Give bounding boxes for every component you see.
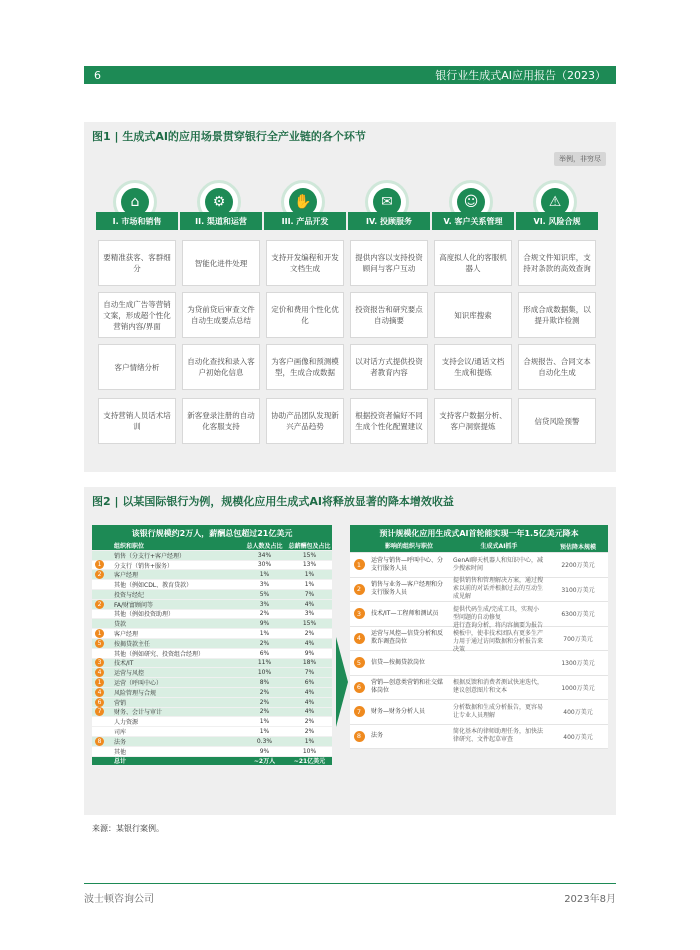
column-header: III. 产品开发: [264, 212, 346, 230]
use-case-cell: 支持开发编程和开发文档生成: [266, 240, 344, 286]
use-case-cell: 协助产品团队发现新兴产品趋势: [266, 398, 344, 444]
row-payroll: 7%: [304, 590, 315, 598]
savings-table-title: 预计规模化应用生成式AI首轮能实现一年1.5亿美元降本: [350, 525, 608, 541]
row-payroll: 2%: [304, 718, 315, 726]
row-label: 客户经理: [114, 572, 139, 580]
header-payroll: 总薪酬包及占比: [288, 542, 331, 550]
affected-org: 营销—创意类营销和社交媒体岗位: [371, 679, 444, 695]
row-label: 客户经理: [114, 631, 139, 639]
estimated-saving: 400万美元: [563, 733, 593, 741]
table-row: [92, 688, 332, 698]
genai-lever: 进行查询分析，将内容摘要为报告模板中，使非技术团队有更多生产力用于通过访问数据和分析报告来决策: [453, 622, 544, 654]
row-payroll: 4%: [304, 698, 315, 706]
figure2-title: 图2 | 以某国际银行为例，规模化应用生成式AI将释放显著的降本增效收益: [92, 495, 454, 508]
estimated-saving: 3100万美元: [561, 586, 595, 594]
row-label: 其他（例如研究、投资组合经理）: [114, 650, 205, 658]
total-label: 总计: [114, 758, 127, 766]
row-headcount: 8%: [259, 679, 270, 687]
figure1-panel: [84, 122, 616, 472]
headcount-table-header: [92, 541, 332, 551]
genai-lever: 提供销售和管理解决方案，通过搜索以前的对话并根据过去的互动生成见解: [453, 577, 544, 601]
table-row: [92, 619, 332, 629]
number-badge: 5: [95, 639, 104, 648]
table-row: [350, 676, 608, 701]
row-label: 风险管理与合规: [114, 689, 157, 697]
footer-divider: [84, 883, 616, 884]
affected-org: 信贷—按揭贷款岗位: [371, 658, 426, 666]
estimated-saving: 2200万美元: [561, 562, 595, 570]
number-badge: 1: [95, 678, 104, 687]
headset-icon: ☺: [457, 188, 485, 216]
number-badge: 7: [354, 706, 365, 717]
headcount-table: [92, 525, 332, 766]
source-note: 来源：某银行案例。: [92, 824, 164, 833]
figure2-panel: [84, 487, 616, 815]
table-row: [92, 708, 332, 718]
row-label: 其他（例如投资助理）: [114, 611, 175, 619]
use-case-cell: 信贷风险预警: [518, 398, 596, 444]
table-row: [92, 659, 332, 669]
row-headcount: 1%: [259, 728, 270, 736]
row-headcount: 10%: [257, 669, 272, 677]
header-headcount: 总人数及占比: [246, 542, 283, 550]
estimated-saving: 700万美元: [563, 635, 593, 643]
number-badge: 4: [95, 668, 104, 677]
row-label: 其他: [114, 748, 127, 756]
headcount-table-title: 该银行规模约2万人，薪酬总包超过21亿美元: [92, 525, 332, 541]
chat-icon: ✉: [373, 188, 401, 216]
use-case-cell: 投资报告和研究要点自动摘要: [350, 292, 428, 338]
row-headcount: 2%: [259, 610, 270, 618]
estimated-saving: 400万美元: [563, 709, 593, 717]
header-saving: 预估降本规模: [559, 544, 596, 551]
row-headcount: 5%: [259, 590, 270, 598]
estimated-saving: 1000万美元: [561, 684, 595, 692]
page-header: [84, 66, 616, 84]
network-icon: ⚙: [205, 188, 233, 216]
row-headcount: 1%: [259, 630, 270, 638]
use-case-cell: 智能化进件处理: [182, 240, 260, 286]
row-label: 分支行（销售+服务）: [114, 562, 174, 570]
row-headcount: 1%: [259, 571, 270, 579]
table-row: [92, 551, 332, 561]
row-headcount: 2%: [259, 708, 270, 716]
use-case-cell: 为客户画像和预测模型，生成合成数据: [266, 344, 344, 390]
savings-table: [350, 525, 608, 749]
table-row: [92, 639, 332, 649]
row-headcount: 11%: [257, 659, 272, 667]
use-case-cell: 合规报告、合同文本自动化生成: [518, 344, 596, 390]
use-case-cell: 自动化查找和录入客户初始化信息: [182, 344, 260, 390]
row-headcount: 30%: [257, 561, 272, 569]
header-lever: 生成式AI抓手: [480, 542, 518, 550]
use-case-cell: 定价和费用个性化优化: [266, 292, 344, 338]
row-payroll: 2%: [304, 728, 315, 736]
headcount-total-row: [92, 757, 332, 767]
row-payroll: 4%: [304, 639, 315, 647]
affected-org: 技术/IT—工程师和测试员: [371, 609, 439, 617]
row-payroll: 3%: [304, 610, 315, 618]
number-badge: 5: [354, 657, 365, 668]
table-row: [92, 561, 332, 571]
number-badge: 1: [354, 559, 365, 570]
row-headcount: 3%: [259, 600, 270, 608]
hand-plant-icon: ✋: [289, 188, 317, 216]
row-payroll: 10%: [302, 747, 317, 755]
figure1-title: 图1 | 生成式AI的应用场景贯穿银行全产业链的各个环节: [92, 130, 366, 143]
chevron-right-icon: [336, 637, 348, 727]
row-label: 人力资源: [114, 719, 139, 727]
number-badge: 1: [95, 629, 104, 638]
table-row: [92, 629, 332, 639]
number-badge: 3: [95, 658, 104, 667]
use-case-cell: 以对话方式提供投资者教育内容: [350, 344, 428, 390]
number-badge: 2: [354, 584, 365, 595]
row-label: 销售（分支行+客户经理）: [114, 552, 186, 560]
row-label: 运营（呼叫中心）: [114, 680, 163, 688]
row-label: 司库: [114, 729, 127, 737]
table-row: [92, 727, 332, 737]
row-headcount: 3%: [259, 581, 270, 589]
number-badge: 2: [95, 600, 104, 609]
report-title: 银行业生成式AI应用报告（2023）: [435, 69, 606, 82]
number-badge: 7: [95, 707, 104, 716]
footer-date: 2023年8月: [564, 894, 616, 905]
use-case-cell: 客户情绪分析: [98, 344, 176, 390]
row-payroll: 4%: [304, 600, 315, 608]
store-icon: ⌂: [121, 188, 149, 216]
affected-org: 法务: [371, 732, 384, 740]
row-label: 技术/IT: [114, 660, 134, 668]
number-badge: 2: [95, 570, 104, 579]
table-row: [92, 649, 332, 659]
row-label: 运营与风控: [114, 670, 145, 678]
affected-org: 运营与销售—呼叫中心、分支行服务人员: [371, 556, 444, 572]
genai-lever: 根据反馈和消费者测试快速迭代，建议创意图片和文本: [453, 679, 544, 695]
genai-lever: 简化基本的律师助理任务，加快法律研究、文件起草审查: [453, 728, 544, 744]
row-label: 按揭贷款主任: [114, 640, 151, 648]
estimated-saving: 1300万美元: [561, 660, 595, 668]
row-payroll: 1%: [304, 737, 315, 745]
number-badge: 8: [354, 731, 365, 742]
figure1-note: 举例，非穷尽: [554, 152, 606, 166]
use-case-cell: 支持营销人员话术培训: [98, 398, 176, 444]
use-case-cell: 知识库搜索: [434, 292, 512, 338]
row-headcount: 2%: [259, 688, 270, 696]
table-row: [92, 747, 332, 757]
row-headcount: 2%: [259, 639, 270, 647]
row-payroll: 1%: [304, 571, 315, 579]
column-header: IV. 投顾服务: [348, 212, 430, 230]
row-payroll: 4%: [304, 708, 315, 716]
use-case-cell: 要精准获客、客群细分: [98, 240, 176, 286]
number-badge: 8: [95, 737, 104, 746]
number-badge: 3: [354, 608, 365, 619]
row-payroll: 6%: [304, 679, 315, 687]
number-badge: 6: [354, 682, 365, 693]
affected-org: 财务—财务分析人员: [371, 707, 426, 715]
number-badge: 6: [95, 698, 104, 707]
page-number: 6: [94, 68, 101, 82]
affected-org: 运营与风控—信贷分析和反欺诈调查岗位: [371, 630, 444, 646]
row-headcount: 2%: [259, 698, 270, 706]
row-payroll: 9%: [304, 649, 315, 657]
footer-company: 波士顿咨询公司: [84, 894, 154, 905]
header-org: 组织和职位: [114, 542, 145, 550]
warning-icon: ⚠: [541, 188, 569, 216]
table-row: [92, 580, 332, 590]
number-badge: 4: [95, 688, 104, 697]
row-headcount: 9%: [259, 620, 270, 628]
total-headcount: ~2万人: [253, 758, 276, 766]
row-headcount: 34%: [257, 551, 272, 559]
use-case-cell: 高度拟人化的客服机器人: [434, 240, 512, 286]
use-case-cell: 形成合成数据集，以提升欺诈检测: [518, 292, 596, 338]
estimated-saving: 6300万美元: [561, 611, 595, 619]
row-label: 财务、会计与审计: [114, 709, 163, 717]
genai-lever: GenAI聊天机器人和知识中心，减少搜索时间: [453, 556, 544, 572]
table-row: [350, 700, 608, 725]
use-case-cell: 自动生成广告等营销文案，形成超个性化营销内容/界面: [98, 292, 176, 338]
row-payroll: 15%: [302, 620, 317, 628]
table-row: [92, 678, 332, 688]
row-label: 投资与经纪: [114, 591, 145, 599]
table-row: [92, 610, 332, 620]
row-headcount: 9%: [259, 747, 270, 755]
table-row: [350, 553, 608, 578]
row-label: FA/财富顾问等: [114, 601, 154, 609]
column-header: II. 渠道和运营: [180, 212, 262, 230]
table-row: [350, 651, 608, 676]
use-case-cell: 支持客户数据分析、客户洞察提炼: [434, 398, 512, 444]
row-label: 营销: [114, 699, 127, 707]
savings-table-header: [350, 541, 608, 553]
row-payroll: 1%: [304, 581, 315, 589]
row-payroll: 4%: [304, 688, 315, 696]
row-payroll: 15%: [302, 551, 317, 559]
row-payroll: 2%: [304, 630, 315, 638]
use-case-cell: 合规文件知识库，支持对条款的高效查询: [518, 240, 596, 286]
table-row: [350, 725, 608, 750]
table-row: [92, 600, 332, 610]
table-row: [350, 578, 608, 603]
genai-lever: 提供代码生成/完成工具，实现小型问题的自动修复: [453, 605, 540, 621]
row-headcount: 1%: [259, 718, 270, 726]
total-payroll: ~21亿美元: [293, 758, 326, 766]
row-payroll: 7%: [304, 669, 315, 677]
number-badge: 1: [95, 560, 104, 569]
row-label: 其他（例如CDL、教育贷款）: [114, 582, 193, 590]
row-payroll: 13%: [302, 561, 317, 569]
genai-lever: 分析数据和生成分析报告，更容易让专业人员理解: [453, 703, 544, 719]
table-row: [92, 668, 332, 678]
row-payroll: 18%: [302, 659, 317, 667]
row-label: 贷款: [114, 621, 127, 629]
header-affected-org: 影响的组织与职位: [384, 542, 433, 550]
column-header: I. 市场和销售: [96, 212, 178, 230]
use-case-cell: 提供内容以支持投资顾问与客户互动: [350, 240, 428, 286]
row-headcount: 6%: [259, 649, 270, 657]
table-row: [92, 590, 332, 600]
affected-org: 销售与业务—客户经理和分支行服务人员: [371, 581, 444, 597]
table-row: [92, 737, 332, 747]
row-headcount: 0.3%: [256, 737, 273, 745]
row-label: 法务: [114, 738, 127, 746]
table-row: [92, 570, 332, 580]
use-case-cell: 根据投资者偏好不同生成个性化配置建议: [350, 398, 428, 444]
table-row: [350, 622, 608, 654]
column-header: VI. 风险合规: [516, 212, 598, 230]
use-case-cell: 新客登录注册的自动化客服支持: [182, 398, 260, 444]
use-case-cell: 为贷前贷后审查文件自动生成要点总结: [182, 292, 260, 338]
table-row: [92, 717, 332, 727]
column-header: V. 客户关系管理: [432, 212, 514, 230]
use-case-cell: 支持会议/通话文档生成和提炼: [434, 344, 512, 390]
number-badge: 4: [354, 633, 365, 644]
table-row: [92, 698, 332, 708]
